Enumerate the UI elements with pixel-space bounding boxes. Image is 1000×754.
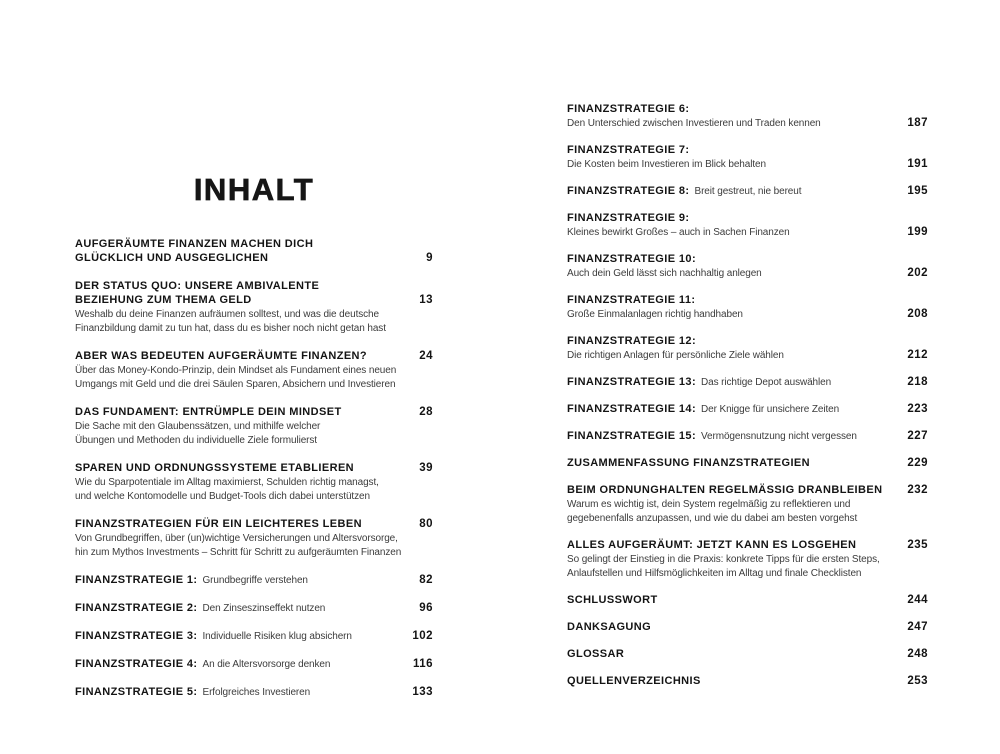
toc-line [567,115,928,129]
toc-line-text [75,572,409,588]
toc-line [567,224,928,238]
toc-entry [75,404,433,446]
entry-heading: FINANZSTRATEGIE 8: [567,185,690,197]
page-number: 39 [419,462,433,474]
toc-line [567,210,928,224]
toc-line [75,250,433,264]
toc-entry [567,428,928,442]
toc-entry [75,516,433,558]
entry-heading: DANKSAGUNG [567,621,652,633]
toc-line [567,673,928,687]
toc-line [75,628,433,642]
toc-line [75,236,433,250]
entry-description: Den Zinseszinseffekt nutzen [202,603,326,614]
entry-heading: ZUSAMMENFASSUNG FINANZSTRATEGIEN [567,457,810,469]
toc-line-text [567,455,897,470]
toc-entry [567,292,928,320]
toc-entry [75,460,433,502]
page-number: 253 [907,675,928,687]
entry-description: Breit gestreut, nie bereut [694,186,802,197]
entry-heading: BEZIEHUNG ZUM THEMA GELD [75,294,252,306]
page-number: 13 [419,294,433,306]
entry-heading: ABER WAS BEDEUTEN AUFGERÄUMTE FINANZEN? [75,350,368,362]
toc-line-text [567,183,897,199]
toc-line [75,418,433,432]
entry-description: So gelingt der Einstieg in die Praxis: konkrete Tipps für die ersten Steps, [567,554,880,565]
toc-line [567,292,928,306]
entry-heading: SPAREN UND ORDNUNGSSYSTEME ETABLIEREN [75,462,355,474]
toc-line-text [75,278,433,293]
toc-line [567,537,928,551]
toc-line-text [75,376,433,392]
toc-line-text [567,265,897,281]
toc-line-text [567,292,928,307]
entry-description: Finanzbildung damit zu tun hat, dass du es bisher noch nicht getan hast [75,323,386,334]
page-number: 116 [412,658,433,670]
toc-line [567,333,928,347]
toc-line-text [75,460,409,475]
entry-heading: FINANZSTRATEGIE 14: [567,403,697,415]
entry-heading: GLOSSAR [567,648,625,660]
toc-entry [75,656,433,670]
toc-line [567,482,928,496]
toc-line [567,347,928,361]
toc-line-text [75,348,409,363]
entry-description: Von Grundbegriffen, über (un)wichtige Versicherungen und Altersvorsorge, [75,533,398,544]
toc-line-text [567,428,897,444]
entry-heading: FINANZSTRATEGIE 6: [567,103,690,115]
entry-description: Die Kosten beim Investieren im Blick behalten [567,159,766,170]
entry-heading: FINANZSTRATEGIE 15: [567,430,697,442]
entry-description: Kleines bewirkt Großes – auch in Sachen Finanzen [567,227,790,238]
toc-line-text [567,115,897,131]
toc-line-text [567,592,897,607]
toc-line-text [567,210,928,225]
entry-heading: SCHLUSSWORT [567,594,658,606]
toc-line [75,320,433,334]
page-number: 82 [419,574,433,586]
toc-line-text [75,320,433,336]
page-number: 212 [907,349,928,361]
page-number: 195 [907,185,928,197]
toc-entry [567,333,928,361]
entry-description: Übungen und Methoden du individuelle Ziele formulierst [75,435,317,446]
toc-line-text [567,374,897,390]
page-number: 80 [419,518,433,530]
entry-description: Über das Money-Kondo-Prinzip, dein Mindset als Fundament eines neuen [75,365,397,376]
toc-entry [567,374,928,388]
toc-line [75,362,433,376]
toc-line [567,619,928,633]
toc-line [567,455,928,469]
page-number: 208 [907,308,928,320]
entry-heading: FINANZSTRATEGIEN FÜR EIN LEICHTERES LEBEN [75,518,362,530]
entry-heading: FINANZSTRATEGIE 1: [75,574,198,586]
page-number: 247 [907,621,928,633]
entry-heading: QUELLENVERZEICHNIS [567,675,701,687]
toc-line-text [75,488,433,504]
toc-line [567,428,928,442]
toc-line [75,348,433,362]
toc-entry [567,537,928,579]
toc-entry [567,101,928,129]
entry-description: Den Unterschied zwischen Investieren und Traden kennen [567,118,821,129]
page-number: 227 [907,430,928,442]
toc-line-text [567,482,897,497]
toc-line-text [567,673,897,688]
page-number: 133 [412,686,433,698]
toc-line-text [567,510,928,526]
toc-line-text [567,142,928,157]
entry-heading: FINANZSTRATEGIE 9: [567,212,690,224]
toc-column-right [567,101,928,700]
toc-line [567,101,928,115]
toc-line-text [75,292,409,307]
toc-entry [567,592,928,606]
toc-column-left [75,236,433,712]
toc-line-text [567,101,928,116]
toc-line [75,432,433,446]
toc-line [75,306,433,320]
toc-entry [567,183,928,197]
toc-line [75,684,433,698]
entry-description: Vermögensnutzung nicht vergessen [701,431,857,442]
toc-line-text [75,432,433,448]
page-number: 28 [419,406,433,418]
entry-heading: AUFGERÄUMTE FINANZEN MACHEN DICH [75,238,314,250]
toc-line-text [75,236,433,251]
toc-line [567,265,928,279]
entry-description: Wie du Sparpotentiale im Alltag maximierst, Schulden richtig managst, [75,477,379,488]
entry-description: Erfolgreiches Investieren [202,687,311,698]
toc-entry [75,628,433,642]
toc-line-text [75,404,409,419]
toc-entry [567,619,928,633]
entry-heading: FINANZSTRATEGIE 2: [75,602,198,614]
toc-line [75,488,433,502]
entry-description: An die Altersvorsorge denken [202,659,331,670]
toc-line-text [75,628,402,644]
entry-heading: DER STATUS QUO: UNSERE AMBIVALENTE [75,280,320,292]
entry-heading: FINANZSTRATEGIE 10: [567,253,697,265]
toc-line [567,374,928,388]
toc-line [567,496,928,510]
toc-entry [567,455,928,469]
page-number: 9 [426,252,433,264]
entry-heading: BEIM ORDNUNGHALTEN REGELMÄSSIG DRANBLEIBEN [567,484,883,496]
toc-line-text [75,544,433,560]
toc-line [75,278,433,292]
toc-line [567,565,928,579]
page-number: 235 [907,539,928,551]
toc-line [567,251,928,265]
entry-description: gegebenenfalls anzupassen, und wie du dabei am besten vorgehst [567,513,858,524]
entry-heading: GLÜCKLICH UND AUSGEGLICHEN [75,252,269,264]
page-number: 202 [907,267,928,279]
entry-description: und welche Kontomodelle und Budget-Tools dich dabei unterstützen [75,491,370,502]
entry-heading: FINANZSTRATEGIE 11: [567,294,696,306]
toc-line [567,183,928,197]
page-number: 218 [907,376,928,388]
page-number: 191 [907,158,928,170]
entry-description: Weshalb du deine Finanzen aufräumen solltest, und was die deutsche [75,309,379,320]
entry-description: Anlaufstellen und Hilfsmöglichkeiten im Alltag und finale Checklisten [567,568,862,579]
toc-entry [567,251,928,279]
toc-line-text [567,401,897,417]
toc-line [567,510,928,524]
entry-description: Grundbegriffe verstehen [202,575,308,586]
page-number: 187 [907,117,928,129]
toc-line [75,292,433,306]
entry-description: Das richtige Depot auswählen [701,377,832,388]
toc-line [75,656,433,670]
entry-description: Warum es wichtig ist, dein System regelmäßig zu reflektieren und [567,499,851,510]
entry-heading: FINANZSTRATEGIE 7: [567,144,690,156]
toc-entry [75,600,433,614]
toc-entry [75,684,433,698]
toc-entry [567,210,928,238]
toc-line [567,306,928,320]
toc-line-text [567,333,928,348]
entry-heading: FINANZSTRATEGIE 5: [75,686,198,698]
toc-line [75,404,433,418]
page-number: 248 [907,648,928,660]
toc-line-text [567,565,928,581]
entry-description: hin zum Mythos Investments – Schritt für Schritt zu aufgeräumten Finanzen [75,547,402,558]
entry-description: Die Sache mit den Glaubenssätzen, und mithilfe welcher [75,421,321,432]
toc-line [567,142,928,156]
entry-description: Die richtigen Anlagen für persönliche Ziele wählen [567,350,784,361]
page-title: INHALT [193,172,315,207]
toc-line-text [567,251,928,266]
toc-entry [567,646,928,660]
toc-line [75,600,433,614]
toc-line-text [75,250,416,265]
page-number: 244 [907,594,928,606]
page-number: 223 [907,403,928,415]
toc-line [75,474,433,488]
page-number: 229 [907,457,928,469]
toc-line [567,401,928,415]
entry-heading: FINANZSTRATEGIE 12: [567,335,697,347]
entry-description: Auch dein Geld lässt sich nachhaltig anlegen [567,268,762,279]
entry-heading: DAS FUNDAMENT: ENTRÜMPLE DEIN MINDSET [75,406,342,418]
entry-description: Große Einmalanlagen richtig handhaben [567,309,743,320]
toc-line [567,646,928,660]
page-number: 24 [419,350,433,362]
page-number: 199 [907,226,928,238]
toc-line-text [567,347,897,363]
toc-line [75,376,433,390]
toc-line [75,460,433,474]
toc-line-text [567,156,897,172]
entry-description: Individuelle Risiken klug absichern [202,631,352,642]
entry-description: Umgangs mit Geld und die drei Säulen Sparen, Absichern und Investieren [75,379,396,390]
toc-entry [75,236,433,264]
toc-line-text [567,619,897,634]
toc-line-text [567,306,897,322]
toc-entry [75,348,433,390]
toc-line-text [75,656,403,672]
toc-line-text [75,684,402,700]
toc-line-text [567,537,897,552]
toc-line-text [75,600,409,616]
entry-description: Der Knigge für unsichere Zeiten [701,404,840,415]
toc-line-text [567,646,897,661]
toc-line [75,530,433,544]
entry-heading: ALLES AUFGERÄUMT: JETZT KANN ES LOSGEHEN [567,539,857,551]
toc-line-text [75,516,409,531]
page-number: 232 [907,484,928,496]
toc-entry [567,142,928,170]
toc-line [75,516,433,530]
toc-entry [567,482,928,524]
toc-entry [567,673,928,687]
toc-entry [567,401,928,415]
toc-line [75,572,433,586]
page-number: 102 [412,630,433,642]
toc-entry [75,278,433,334]
toc-line [567,551,928,565]
entry-heading: FINANZSTRATEGIE 4: [75,658,198,670]
entry-heading: FINANZSTRATEGIE 3: [75,630,198,642]
entry-heading: FINANZSTRATEGIE 13: [567,376,697,388]
toc-line [75,544,433,558]
toc-entry [75,572,433,586]
toc-line [567,156,928,170]
toc-line [567,592,928,606]
page-number: 96 [419,602,433,614]
toc-line-text [567,224,897,240]
